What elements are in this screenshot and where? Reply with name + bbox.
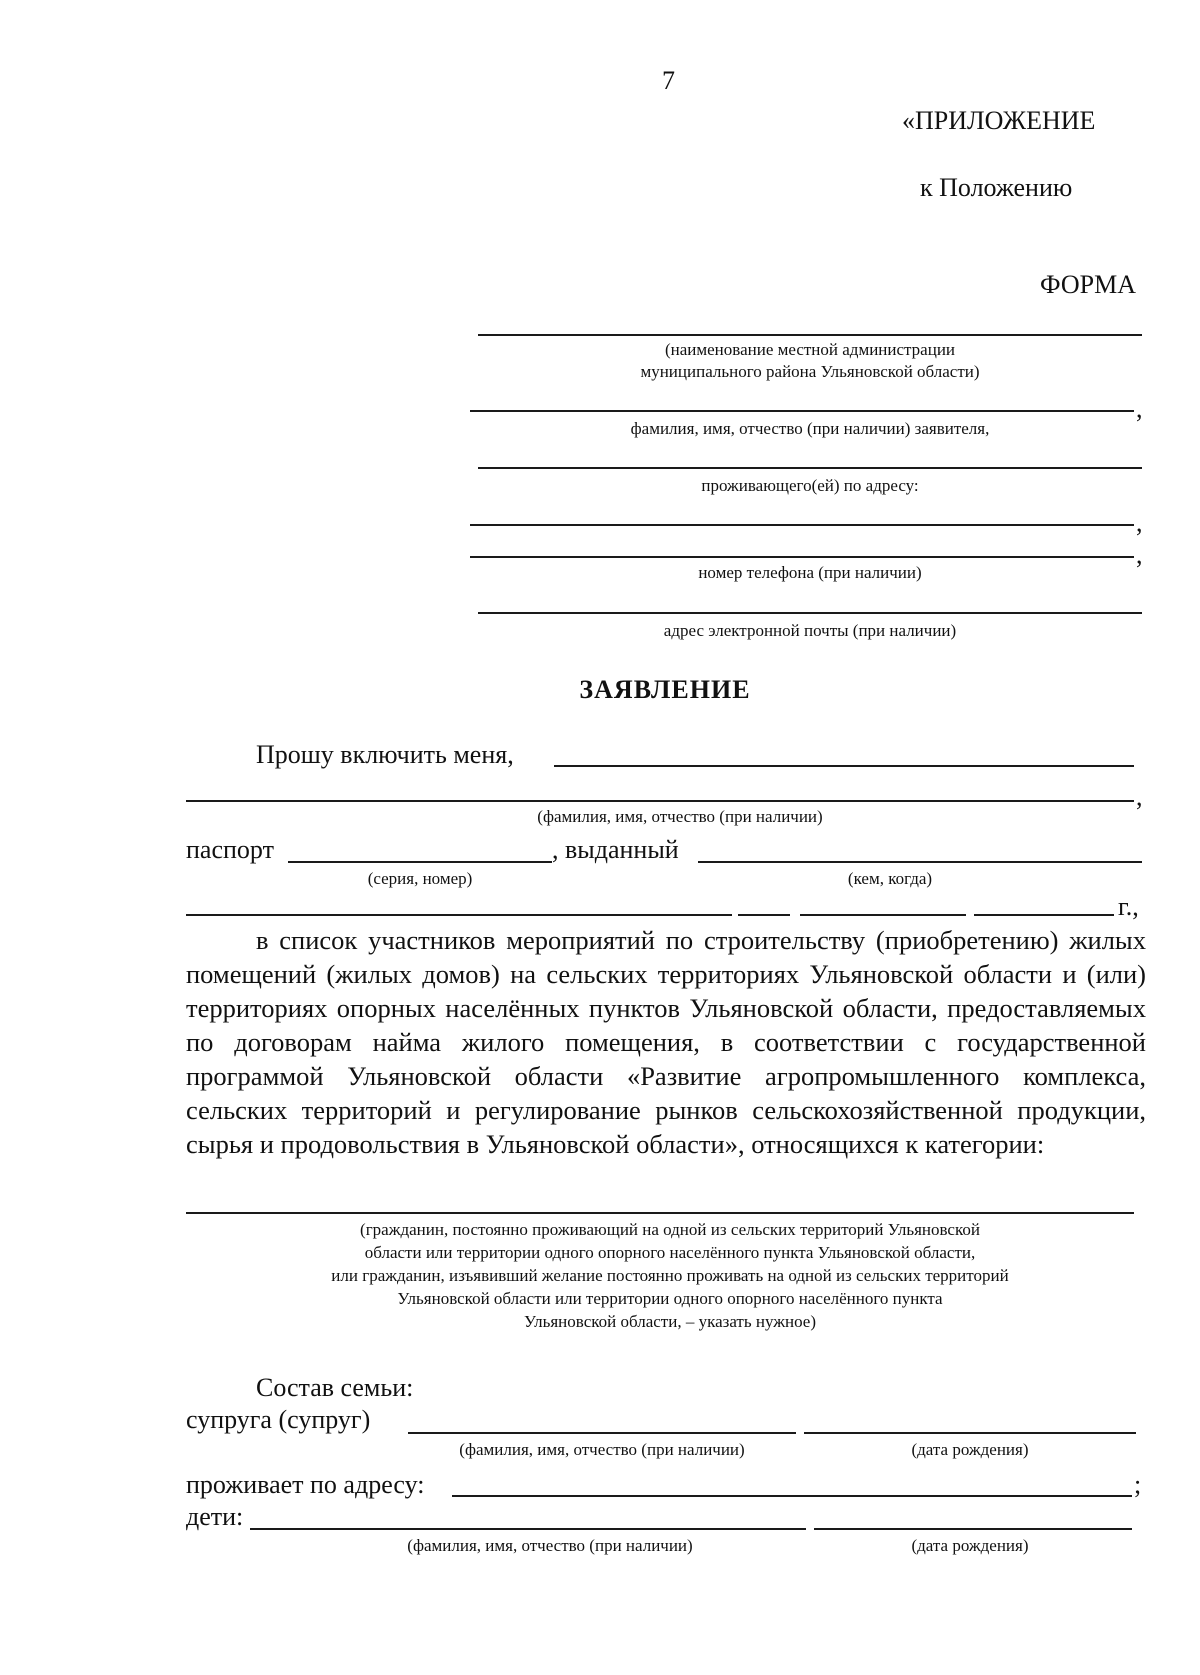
applicant-second-line[interactable]	[478, 467, 1142, 469]
spouse-address-line[interactable]	[452, 1495, 1132, 1497]
applicant-caption: фамилия, имя, отчество (при наличии) заявителя,	[630, 419, 990, 438]
category-caption-3: или гражданин, изъявивший желание постоянно проживать на одной из сельских территорий	[331, 1266, 1009, 1285]
spouse-label: супруга (супруг)	[186, 1405, 371, 1434]
address-line-1[interactable]	[470, 524, 1134, 526]
spouse-birth-caption: (дата рождения)	[911, 1440, 1029, 1459]
admin-caption-line1: (наименование местной администрации	[664, 340, 956, 359]
application-body	[186, 923, 1146, 1161]
issued-label: , выданный	[552, 835, 679, 864]
issue-date-line-2[interactable]	[738, 914, 790, 916]
lives-at-label: проживает по адресу:	[186, 1470, 425, 1499]
address-line-1-comma: ,	[1136, 508, 1143, 537]
address-caption: проживающего(ей) по адресу:	[701, 476, 919, 495]
passport-label: паспорт	[186, 835, 274, 864]
appendix-heading: «ПРИЛОЖЕНИЕ	[902, 106, 1096, 135]
category-caption-1: (гражданин, постоянно проживающий на одной из сельских территорий Ульяновской	[360, 1220, 980, 1239]
address-semicolon: ;	[1134, 1470, 1142, 1499]
children-birth-line[interactable]	[814, 1528, 1132, 1530]
address-line-2[interactable]	[470, 556, 1134, 558]
children-birth-caption: (дата рождения)	[911, 1536, 1029, 1555]
issue-date-line-3[interactable]	[800, 914, 966, 916]
email-caption: адрес электронной почты (при наличии)	[663, 621, 957, 640]
passport-series-line[interactable]	[288, 861, 552, 863]
admin-name-line[interactable]	[478, 334, 1142, 336]
document-title: ЗАЯВЛЕНИЕ	[579, 675, 751, 704]
children-fio-line[interactable]	[250, 1528, 806, 1530]
issued-by-caption: (кем, когда)	[847, 869, 933, 888]
applicant-fio-line-2[interactable]	[186, 800, 1134, 802]
category-line[interactable]	[186, 1212, 1134, 1214]
phone-line[interactable]	[478, 612, 1142, 614]
applicant-line-comma: ,	[1136, 394, 1143, 423]
spouse-birth-line[interactable]	[804, 1432, 1136, 1434]
regulation-reference: к Положению	[920, 173, 1073, 202]
applicant-name-line[interactable]	[470, 410, 1134, 412]
category-caption-4: Ульяновской области или территории одного опорного населённого пункта	[397, 1289, 943, 1308]
category-caption-2: области или территории одного опорного населённого пункта Ульяновской области,	[364, 1243, 976, 1262]
request-prefix: Прошу включить меня,	[256, 740, 514, 769]
application-body-text: в список участников мероприятий по строительству (приобретению) жилых помещений (жилых домов) на сельских территориях Ульяновской области и (или) территориях опорных населённых пунктов Ульяновской области, предоставляемых по договорам найма жилого помещения, в соответствии с государственной программой Ульяновской области «Развитие агропромышленного комплекса, сельских территорий и регулирование рынков сельскохозяйственной продукции, сырья и продовольствия в Ульяновской области», относящихся к категории:	[186, 925, 1146, 1159]
admin-caption-line2: муниципального района Ульяновской области)	[640, 362, 980, 381]
fio-caption: (фамилия, имя, отчество (при наличии)	[537, 807, 823, 826]
phone-caption: номер телефона (при наличии)	[698, 563, 922, 582]
family-heading: Состав семьи:	[256, 1373, 414, 1402]
spouse-fio-line[interactable]	[408, 1432, 796, 1434]
issue-date-line-1[interactable]	[186, 914, 732, 916]
children-label: дети:	[186, 1502, 244, 1531]
category-caption-5: Ульяновской области, – указать нужное)	[524, 1312, 816, 1331]
form-label: ФОРМА	[1040, 270, 1136, 299]
series-caption: (серия, номер)	[367, 869, 473, 888]
applicant-fio-line-1[interactable]	[554, 765, 1134, 767]
address-line-2-comma: ,	[1136, 540, 1143, 569]
children-fio-caption: (фамилия, имя, отчество (при наличии)	[407, 1536, 693, 1555]
spouse-fio-caption: (фамилия, имя, отчество (при наличии)	[459, 1440, 745, 1459]
issue-date-line-4[interactable]	[974, 914, 1114, 916]
page-number: 7	[662, 66, 675, 95]
issued-by-line[interactable]	[698, 861, 1142, 863]
fio-line-comma: ,	[1136, 782, 1143, 811]
year-suffix: г.,	[1118, 892, 1139, 921]
